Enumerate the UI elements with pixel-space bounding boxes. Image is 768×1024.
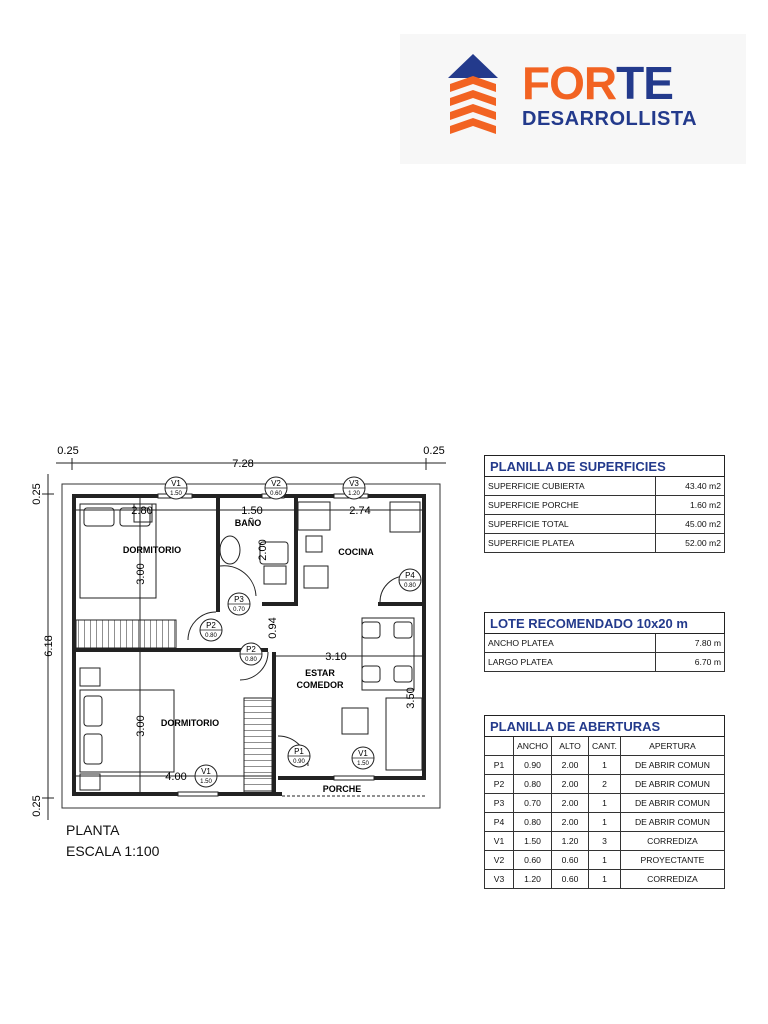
cell: 0.90 [514,756,552,775]
table-row [485,534,725,553]
table-row [485,870,725,889]
cell: 0.60 [552,851,589,870]
plan-caption-scale: ESCALA 1:100 [66,843,160,859]
cell: V1 [485,832,514,851]
room-comedor: COMEDOR [296,680,344,690]
room-porche: PORCHE [322,784,362,794]
opening-tag-size: 1.50 [357,761,369,767]
dim-310: 3.10 [325,651,347,663]
cell: SUPERFICIE CUBIERTA [485,477,656,496]
superficies-title: PLANILLA DE SUPERFICIES [485,456,725,477]
cell: V3 [485,870,514,889]
cell: 2.00 [552,813,589,832]
cell: DE ABRIR COMUN [620,775,724,794]
table-row [485,653,725,672]
cell: 7.80 m [656,634,725,653]
header-cell: ANCHO [514,737,552,756]
cell: 1 [589,870,621,889]
cell: 6.70 m [656,653,725,672]
cell: DE ABRIR COMUN [620,756,724,775]
lote-table [484,612,725,672]
dim-280: 2.80 [131,505,153,517]
cell: DE ABRIR COMUN [620,794,724,813]
table-row [485,851,725,870]
cell: 1.50 [514,832,552,851]
opening-tag [195,765,217,787]
dim-300a: 3.00 [135,563,147,585]
cell: 0.70 [514,794,552,813]
stair-closet [244,698,272,792]
dim-left-top: 0.25 [31,483,43,505]
opening-tag-size: 0.80 [205,633,217,639]
dim-150: 1.50 [241,505,263,517]
cell: LARGO PLATEA [485,653,656,672]
dim-350: 3.50 [405,687,417,709]
cell: P2 [485,775,514,794]
cell: CORREDIZA [620,832,724,851]
opening-tag [240,643,262,665]
lote-title: LOTE RECOMENDADO 10x20 m [485,613,725,634]
opening-tag-size: 0.80 [245,657,257,663]
dim-094: 0.94 [267,617,279,639]
header-cell: ALTO [552,737,589,756]
opening-tag-size: 0.80 [404,583,416,589]
opening-tag [200,619,222,641]
cell: 0.80 [514,813,552,832]
room-cocina: COCINA [338,547,374,557]
cell: PROYECTANTE [620,851,724,870]
table-row [485,496,725,515]
cell: 2.00 [552,794,589,813]
superficies-table [484,455,725,553]
cell: 1.20 [514,870,552,889]
company-logo [400,34,746,164]
cell: CORREDIZA [620,870,724,889]
table-row [485,756,725,775]
dim-300b: 3.00 [135,715,147,737]
cell: SUPERFICIE PORCHE [485,496,656,515]
dim-400: 4.00 [165,771,187,783]
cell: 1 [589,851,621,870]
opening-tag [165,477,187,499]
cell: ANCHO PLATEA [485,634,656,653]
cell: SUPERFICIE TOTAL [485,515,656,534]
opening-tag-size: 1.50 [170,491,182,497]
cell: P3 [485,794,514,813]
cell: 52.00 m2 [656,534,725,553]
dim-right-margin-top: 0.25 [423,445,445,457]
opening-tag [265,477,287,499]
bed [80,690,174,772]
table-row [485,813,725,832]
room-dormitorio-1: DORMITORIO [122,545,182,555]
stair-closet [76,620,176,648]
opening-tag-id: V1 [171,479,181,488]
dim-left-total: 6.18 [43,635,55,657]
cell: 0.60 [552,870,589,889]
opening-tag-size: 1.20 [348,491,360,497]
cell: 2.00 [552,756,589,775]
dim-left-bottom: 0.25 [31,795,43,817]
opening-tag-id: V2 [271,479,281,488]
cell: 1.60 m2 [656,496,725,515]
opening-tag [288,745,310,767]
cell: DE ABRIR COMUN [620,813,724,832]
brand-name [522,57,673,109]
cell: 45.00 m2 [656,515,725,534]
floor-plan [30,436,450,831]
cell: 43.40 m2 [656,477,725,496]
table-row [485,832,725,851]
cell: V2 [485,851,514,870]
table-row [485,515,725,534]
cell: 0.80 [514,775,552,794]
cell: 1.20 [552,832,589,851]
dim-200: 2.00 [257,539,269,561]
cell: 1 [589,794,621,813]
plan-caption-title: PLANTA [66,822,120,838]
opening-tag-id: V3 [349,479,359,488]
opening-tag-id: P1 [294,747,304,756]
cell: 0.60 [514,851,552,870]
opening-tag-id: P2 [246,645,256,654]
header-cell: APERTURA [620,737,724,756]
opening-tag-size: 0.90 [293,759,305,765]
opening-tag [352,747,374,769]
table-row [485,775,725,794]
cell: 2.00 [552,775,589,794]
header-cell: CANT. [589,737,621,756]
cell: 1 [589,756,621,775]
brand-subtitle: DESARROLLISTA [522,108,698,130]
table-row [485,634,725,653]
dim-274: 2.74 [349,505,371,517]
brand-part2: TE [616,57,673,109]
opening-tag-id: V1 [201,767,211,776]
opening-tag [343,477,365,499]
table-row [485,477,725,496]
cell: 2 [589,775,621,794]
opening-tag-id: V1 [358,749,368,758]
opening-tag-size: 1.50 [200,779,212,785]
aberturas-title: PLANILLA DE ABERTURAS [485,716,725,737]
room-bano: BAÑO [234,518,262,528]
cell: P1 [485,756,514,775]
house-arrow-icon [448,54,498,140]
dim-top-total: 7.28 [232,458,254,470]
room-dormitorio-2: DORMITORIO [160,718,220,728]
opening-tag-size: 0.70 [233,607,245,613]
opening-tag [228,593,250,615]
brand-part1: FOR [522,57,617,109]
aberturas-table [484,715,725,889]
opening-tag-size: 0.60 [270,491,282,497]
room-estar: ESTAR [305,668,335,678]
floor-plan-drawing [30,436,450,826]
opening-tag [399,569,421,591]
opening-tag-id: P2 [206,621,216,630]
cell: SUPERFICIE PLATEA [485,534,656,553]
table-row [485,794,725,813]
cell: P4 [485,813,514,832]
opening-tag-id: P4 [405,571,415,580]
cell: 1 [589,813,621,832]
opening-tag-id: P3 [234,595,244,604]
table-header-row [485,737,725,756]
dim-left-margin-top: 0.25 [57,445,79,457]
cell: 3 [589,832,621,851]
header-cell [485,737,514,756]
